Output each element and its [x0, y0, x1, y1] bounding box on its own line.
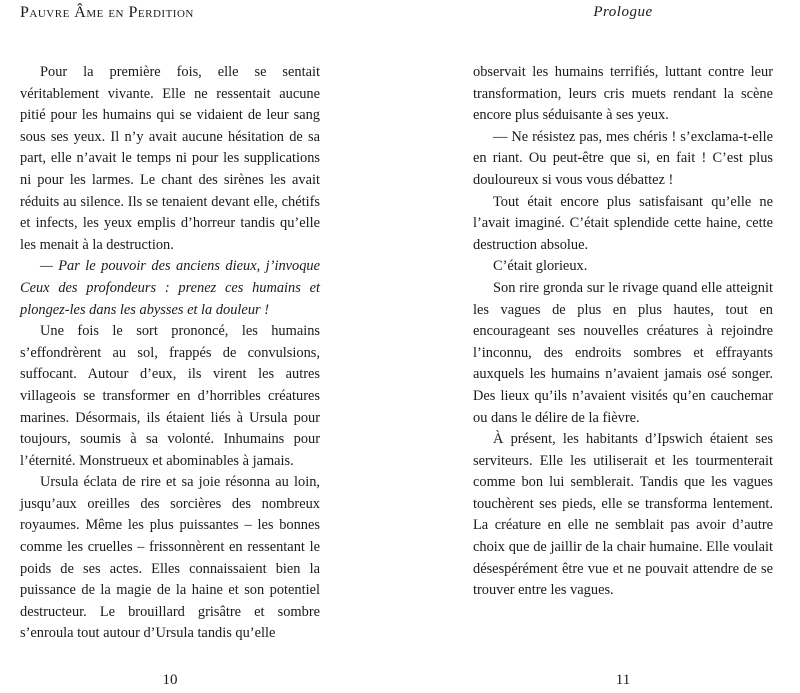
left-page: [20, 0, 320, 693]
right-page-text: [473, 62, 773, 602]
continued-paragraph: observait les humains terrifiés, luttant contre leur transformation, leurs cris muets rendant la scène encore plus séduisante à ses yeux.: [473, 64, 773, 124]
page-number-right: 11: [615, 672, 631, 688]
left-page-text: [20, 62, 320, 645]
paragraph: Tout était encore plus satisfaisant qu’elle ne l’avait imaginé. C’était splendide cette haine, cette destruction absolue.: [473, 193, 773, 253]
paragraph: — Ne résistez pas, mes chéris ! s’exclama-t-elle en riant. Ou peut-être que si, en fait ! C’est plus douloureux si vous vous débattez !: [473, 128, 773, 188]
paragraph: À présent, les habitants d’Ipswich étaient ses serviteurs. Elle les utiliserait et les tourmenterait comme bon lui semblerait. Tandis que les vagues touchèrent ses pieds, elle se transforma lentement. La créature en elle ne semblait pas avoir d’autre choix que de jaillir de la chair humaine. Elle voulait désespérément être vue et ne pouvait attendre de se trouver entre les vagues.: [473, 431, 773, 599]
paragraph: Pour la première fois, elle se sentait véritablement vivante. Elle ne ressentait aucune pitié pour les humains qui se vidaient de leur sang sous ses yeux. Il n’y avait aucune hésitation de sa part, elle n’avait le temps ni pour les supplications ni pour les larmes. Le chant des sirènes les avait réduits au silence. Ils se tenaient devant elle, chétifs et infects, les yeux emplis d’horreur tandis qu’elle les menait à la destruction.: [20, 64, 320, 253]
paragraph: Ursula éclata de rire et sa joie résonna au loin, jusqu’aux oreilles des sorcières des nombreux royaumes. Même les plus puissantes – les bonnes comme les cruelles – frissonnèrent en ressentant le poids de ses actes. Elles connaissaient bien la puissance de la magie de la haine et son potentiel destructeur. Le brouillard grisâtre et sombre s’enroula tout autour d’Ursula tandis qu’elle: [20, 474, 320, 642]
right-page: [473, 0, 773, 693]
paragraph: Son rire gronda sur le rivage quand elle atteignit les vagues de plus en plus hautes, tout en encourageant ses nouvelles créatures à rejoindre l’inconnu, des endroits sombres et effrayants auxquels les humains n’avaient jamais osé songer. Des lieux qu’ils n’avaient visités qu’en cauchemar ou dans le délire de la fièvre.: [473, 279, 773, 426]
paragraph: Une fois le sort prononcé, les humains s’effondrèrent au sol, frappés de convulsions, suffocant. Autour d’eux, ils virent les autres villageois se transformer en d’horribles créatures marines. Désormais, ils étaient liés à Ursula pour toujours, soumis à sa volonté. Inhumains pour l’éternité. Monstrueux et abominables à jamais.: [20, 323, 320, 469]
incantation-paragraph: — Par le pouvoir des anciens dieux, j’invoque Ceux des profondeurs : prenez ces humains et plongez-les dans les abysses et la douleur !: [20, 258, 320, 318]
running-head-left: Pauvre Âme en Perdition: [20, 4, 194, 21]
paragraph: C’était glorieux.: [493, 258, 588, 275]
page-number-left: 10: [162, 672, 178, 688]
running-head-right: Prologue: [593, 4, 653, 20]
